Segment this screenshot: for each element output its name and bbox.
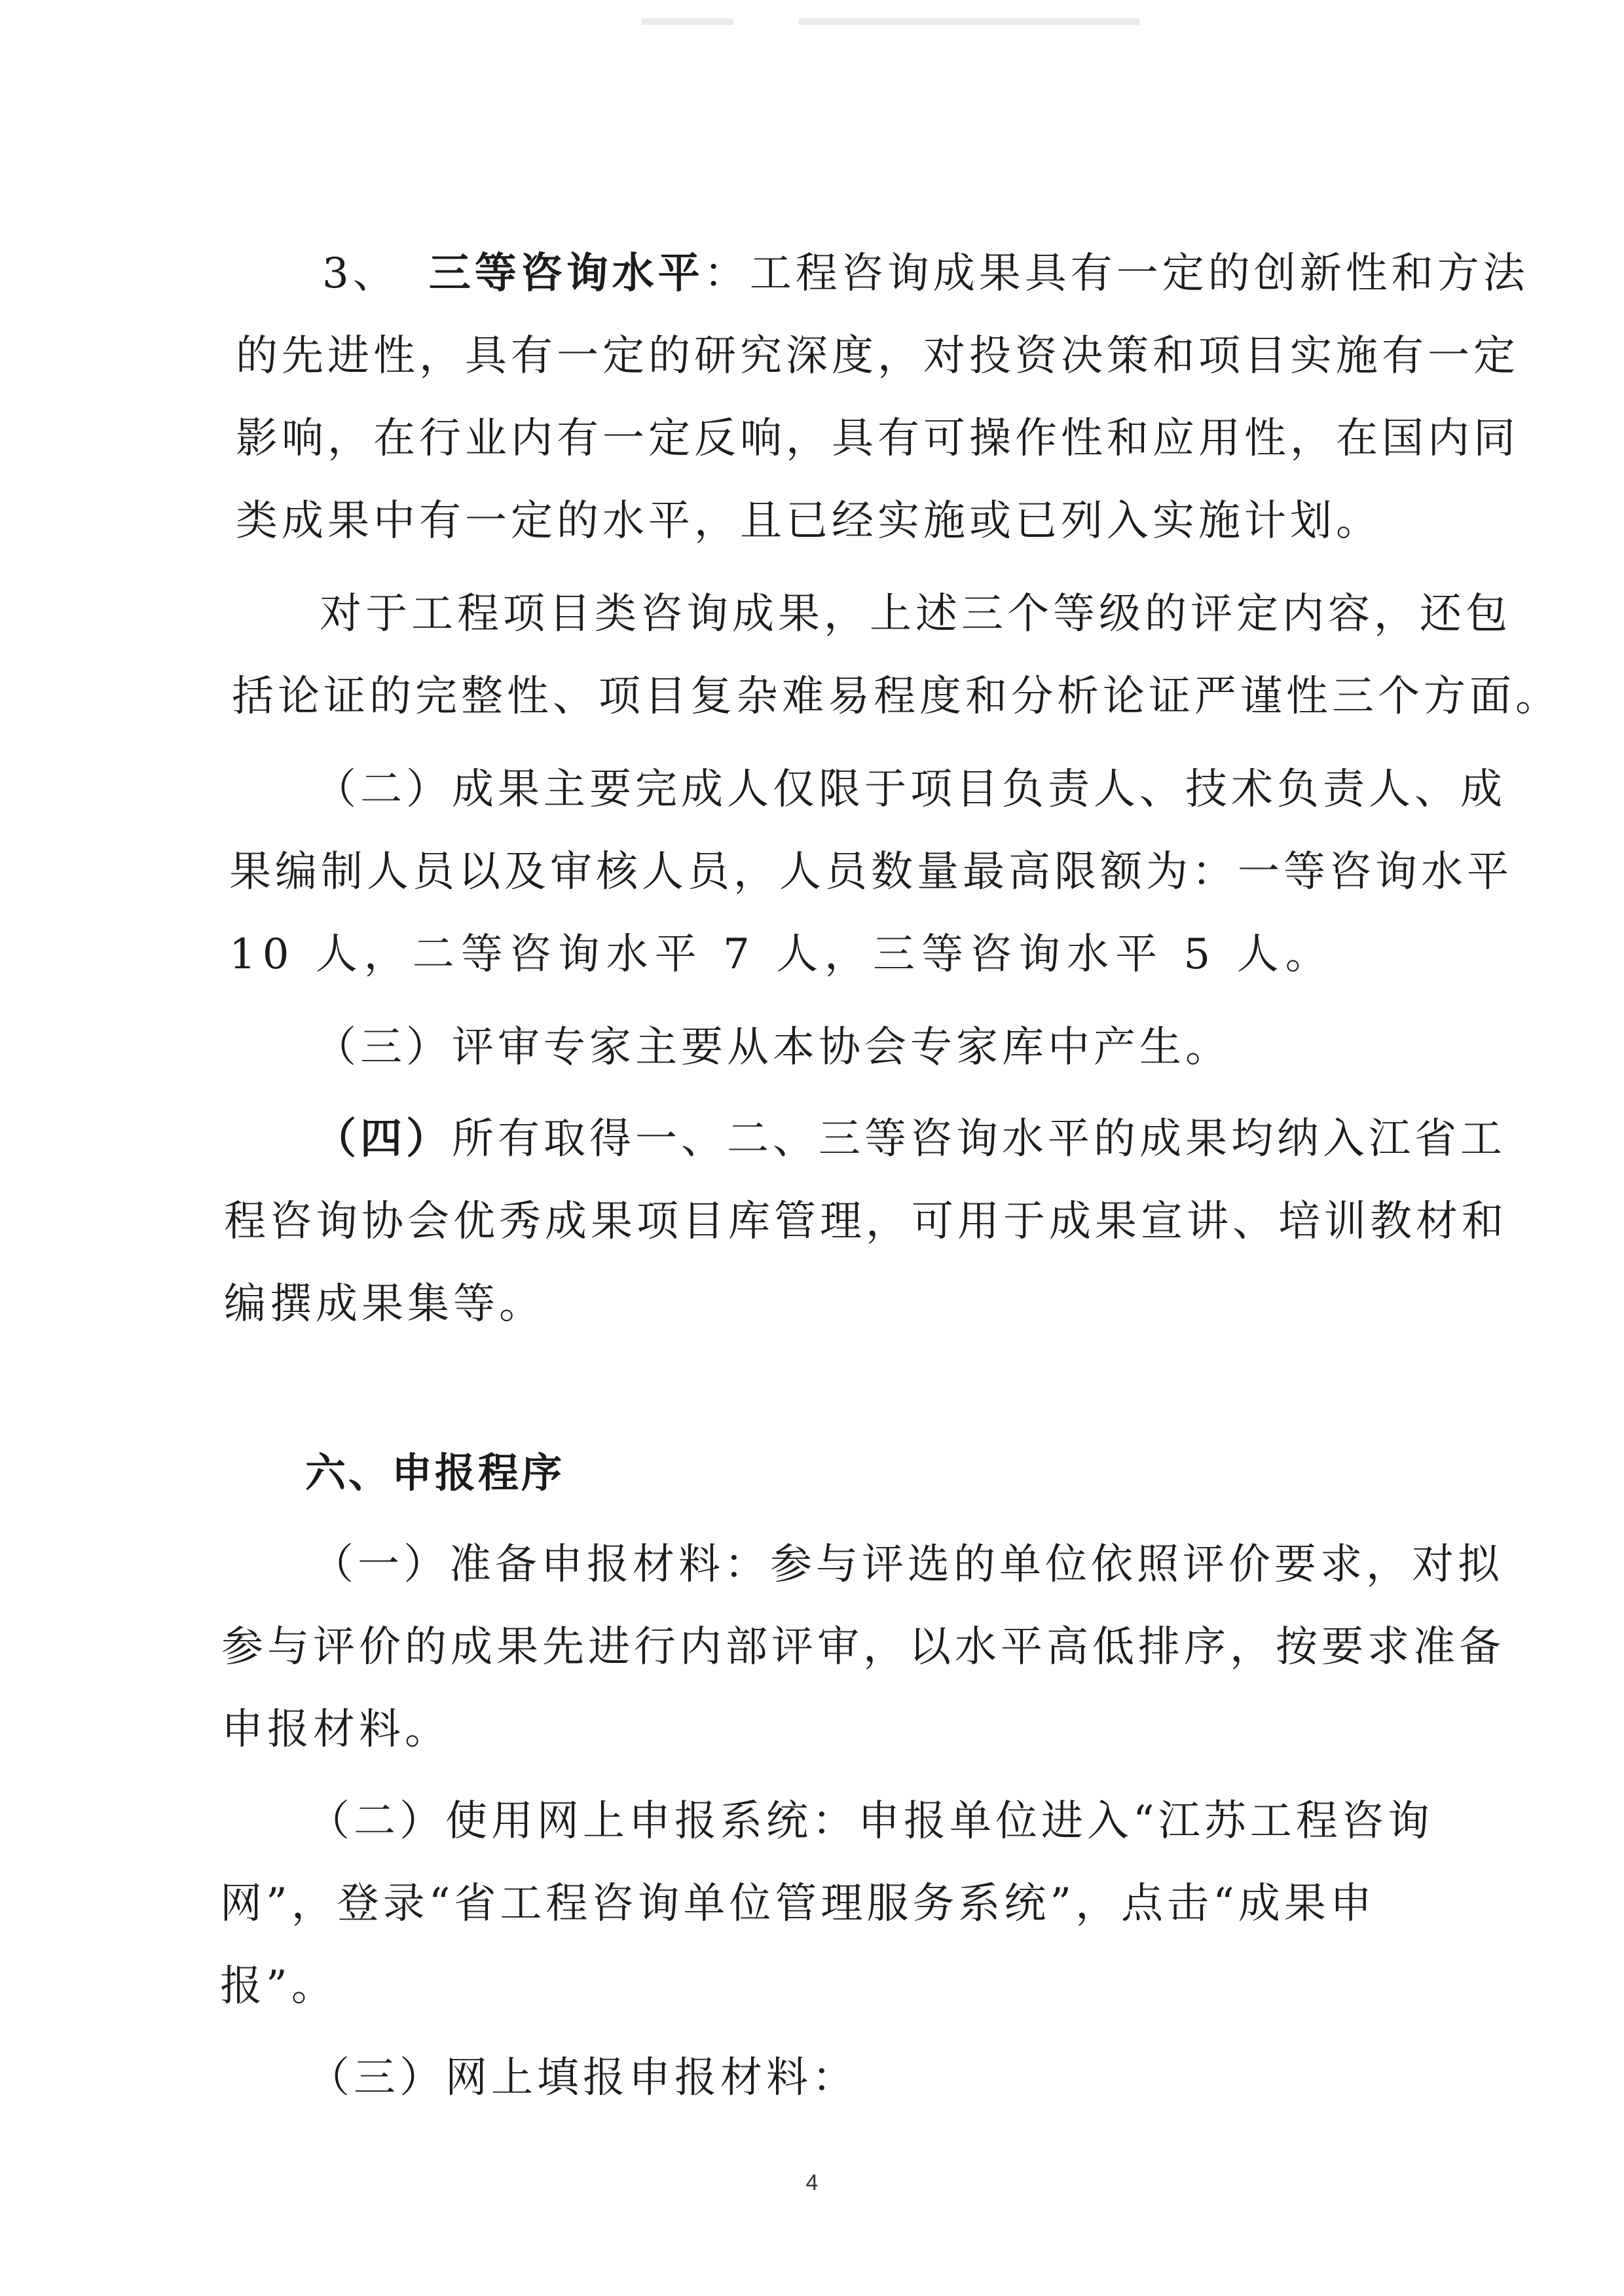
project-note-line2: 括论证的完整性、项目复杂难易程度和分析论证严谨性三个方面。 <box>232 672 1561 721</box>
page-number: 4 <box>805 2170 819 2195</box>
clause4-line2: 程咨询协会优秀成果项目库管理，可用于成果宣讲、培训教材和 <box>224 1197 1507 1246</box>
step2-line1: （二）使用网上申报系统：申报单位进入“江苏工程咨询 <box>308 1797 1433 1846</box>
clause4-label: （四） <box>314 1114 452 1163</box>
item3-number: 3、 <box>322 249 399 298</box>
project-note-line1: 对于工程项目类咨询成果，上述三个等级的评定内容，还包 <box>320 590 1511 638</box>
step3-line1: （三）网上填报申报材料： <box>308 2054 858 2102</box>
step2-line3: 报”。 <box>220 1962 337 2011</box>
item3-line1-rest: 工程咨询成果具有一定的创新性和方法 <box>749 249 1529 298</box>
clause3-line1: （三）评审专家主要从本协会专家库中产生。 <box>314 1023 1231 1072</box>
item3-title: 三等咨询水平 <box>428 249 704 298</box>
item3-line1 <box>322 247 1529 300</box>
item3-colon: ： <box>703 249 750 298</box>
step1-line2: 参与评价的成果先进行内部评审，以水平高低排序，按要求准备 <box>221 1623 1505 1671</box>
item3-line2: 的先进性，具有一定的研究深度，对投资决策和项目实施有一定 <box>236 332 1519 380</box>
section6-heading: 六、申报程序 <box>305 1449 565 1497</box>
item3-line3: 影响，在行业内有一定反响，具有可操作性和应用性，在国内同 <box>236 414 1519 463</box>
clause2-line1: （二）成果主要完成人仅限于项目负责人、技术负责人、成 <box>314 765 1506 814</box>
clause4-line3: 编撰成果集等。 <box>224 1280 545 1328</box>
scan-mark <box>642 18 733 25</box>
step1-line3: 申报材料。 <box>221 1705 451 1754</box>
scan-mark <box>799 18 1139 25</box>
item3-line4: 类成果中有一定的水平，且已经实施或已列入实施计划。 <box>236 497 1382 545</box>
clause2-line3: 10 人，二等咨询水平 7 人，三等咨询水平 5 人。 <box>229 930 1334 979</box>
clause4-line1-rest: 所有取得一、二、三等咨询水平的成果均纳入江省工 <box>452 1115 1506 1163</box>
step1-line1: （一）准备申报材料：参与评选的单位依照评价要求，对拟 <box>312 1540 1504 1589</box>
clause4-line1 <box>314 1113 1506 1165</box>
clause2-line2: 果编制人员以及审核人员，人员数量最高限额为：一等咨询水平 <box>229 848 1513 896</box>
step2-line2: 网”，登录“省工程咨询单位管理服务系统”，点击“成果申 <box>220 1880 1376 1928</box>
